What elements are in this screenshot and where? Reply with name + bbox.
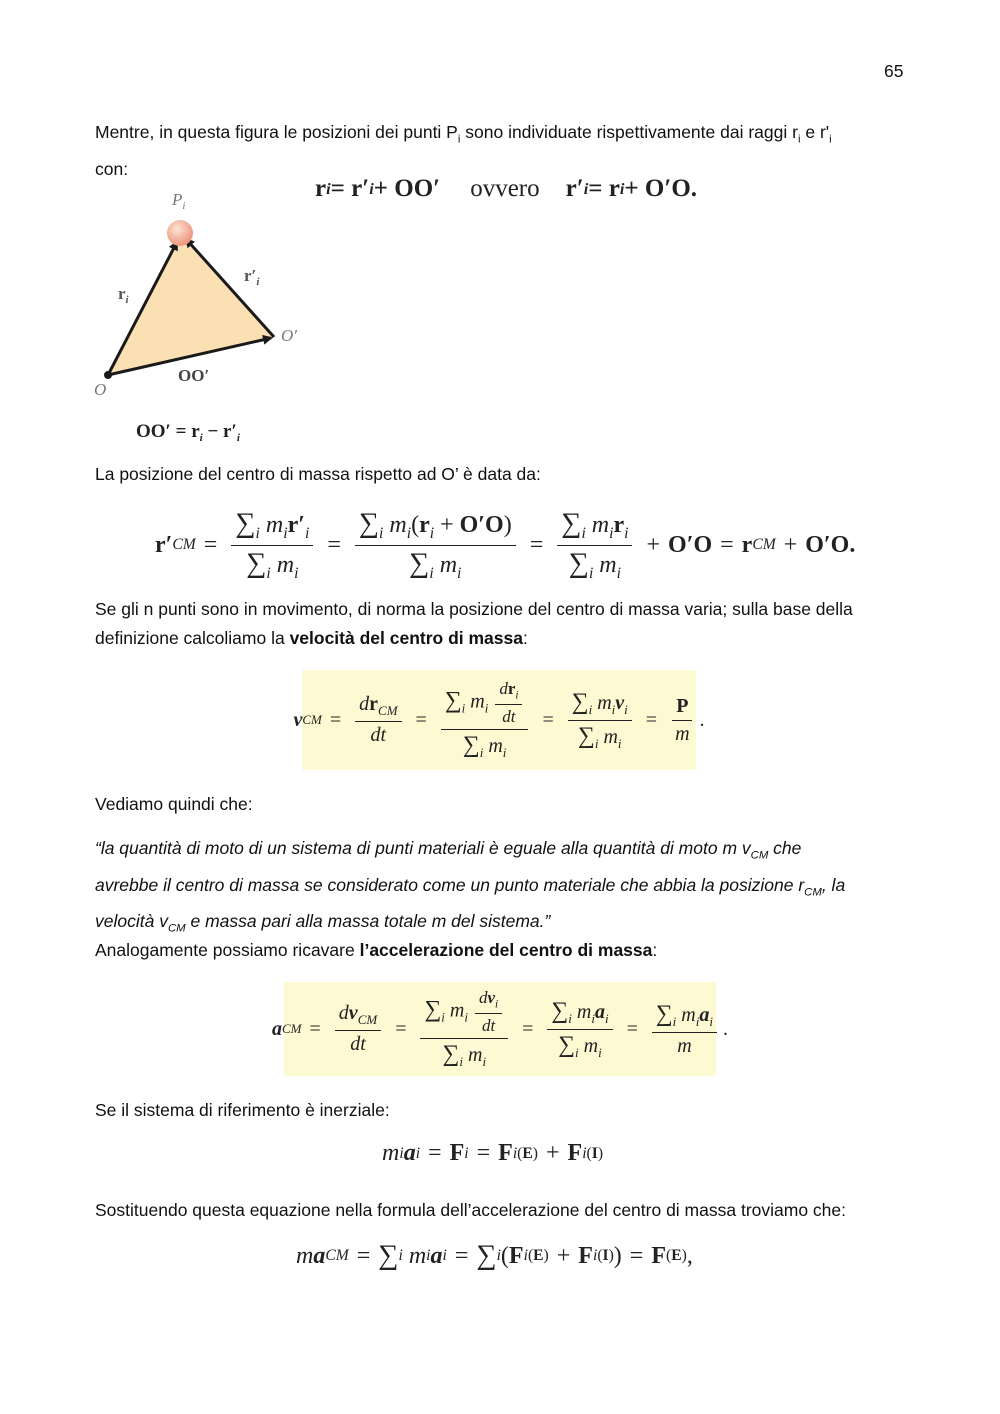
intro-text-1: Mentre, in questa figura le posizioni dei punti P: [95, 122, 458, 142]
cm-position-paragraph: La posizione del centro di massa rispetto ad O’ è data da:: [95, 464, 541, 484]
point-origin-dot: [104, 371, 112, 379]
intro-sub-2: i: [797, 133, 801, 146]
figure-caption: $OO' = r_i - r'_i$: [136, 421, 240, 444]
label-pi: $P_i$: [172, 190, 186, 212]
vediamo-paragraph: Vediamo quindi che:: [95, 794, 253, 814]
velocity-intro-line-1: Se gli n punti sono in movimento, di norma la posizione del centro di massa varia; sulla base della: [95, 599, 853, 619]
intro-text-4: con:: [95, 158, 129, 179]
velocity-cm-formula-box: v CM = $\frac{dr_{CM}}{dt}$ = $\sum_i$ $m_i$ $\frac{dr_i}{dt}$ $\sum_i$ $m_i$ = $\frac{\sum_i m_iv_i}{\sum_i m_i}$ = $\frac{P}{m}$ .: [302, 670, 696, 770]
page-number: 65: [884, 61, 904, 81]
substitution-paragraph: Sostituendo questa equazione nella formula dell’accelerazione del centro di massa troviamo che:: [95, 1200, 846, 1220]
acceleration-cm-term: l’accelerazione del centro di massa: [359, 940, 653, 960]
acceleration-intro-paragraph: Analogamente possiamo ricavare l’accelerazione del centro di massa:: [95, 940, 658, 960]
point-pi-sphere: [167, 220, 193, 246]
label-o: O: [94, 380, 107, 399]
triangle-area: [108, 235, 274, 375]
label-ooprime: OO′: [178, 366, 210, 385]
intro-text-2: sono individuate rispettivamente dai raggi r: [460, 122, 798, 142]
inertial-paragraph: Se il sistema di riferimento è inerziale:: [95, 1100, 390, 1120]
intro-sub-1: i: [457, 133, 461, 146]
intro-sub-3: i: [829, 133, 832, 146]
velocity-cm-term: velocità del centro di massa: [289, 628, 523, 648]
intro-paragraph: [95, 118, 905, 184]
newton-equation: m i a i = F i = F i (E) + F i (I): [382, 1140, 604, 1166]
acceleration-cm-formula-box: a CM = $\frac{dv_{CM}}{dt}$ = $\sum_i$ $m_i$ $\frac{dv_i}{dt}$ $\sum_i$ $m_i$ = $\frac{\sum_i m_ia_i}{\sum_i m_i}$ = $\frac{\sum_i m_ia_i}{m}$ .: [284, 982, 716, 1076]
total-force-equation: m a CM = ∑ i m i a i = ∑ i ( F i (E) + F i (I) ) = F (E) ,: [296, 1240, 693, 1271]
label-rprime-i: $r'_i$: [244, 266, 260, 288]
position-relation-equation: r i = r′ i + OO′ ovvero r′ i = r i + O′O.: [315, 175, 698, 202]
cm-position-equation: r′ CM = $\frac{\sum_i m_ir'_i}{\sum_i m_i}$ = $\frac{\sum_i m_i(r_i + O'O)}{\sum_i m_i}$ = $\frac{\sum_i m_ir_i}{\sum_i m_i}$ + O′O = r CM + O′O.: [155, 507, 856, 582]
intro-text-3: e r': [800, 122, 830, 142]
velocity-intro-paragraph: Se gli n punti sono in movimento, di norma la posizione del centro di massa varia; sulla base della definizione calcoliamo la velocità del centro di massa:: [95, 599, 853, 648]
label-oprime: O′: [281, 326, 297, 345]
momentum-quote: “la quantità di moto di un sistema di punti materiali è eguale alla quantità di moto m $v_{CM}$ che avrebbe il centro di massa se considerato come un punto materiale che abbia la posizione $r_{CM}$, la velocità $v_{CM}$ e massa pari alla massa totale m del sistema.”: [95, 838, 846, 935]
vector-triangle-figure: [88, 185, 318, 450]
label-ri: $r_i$: [118, 284, 129, 306]
